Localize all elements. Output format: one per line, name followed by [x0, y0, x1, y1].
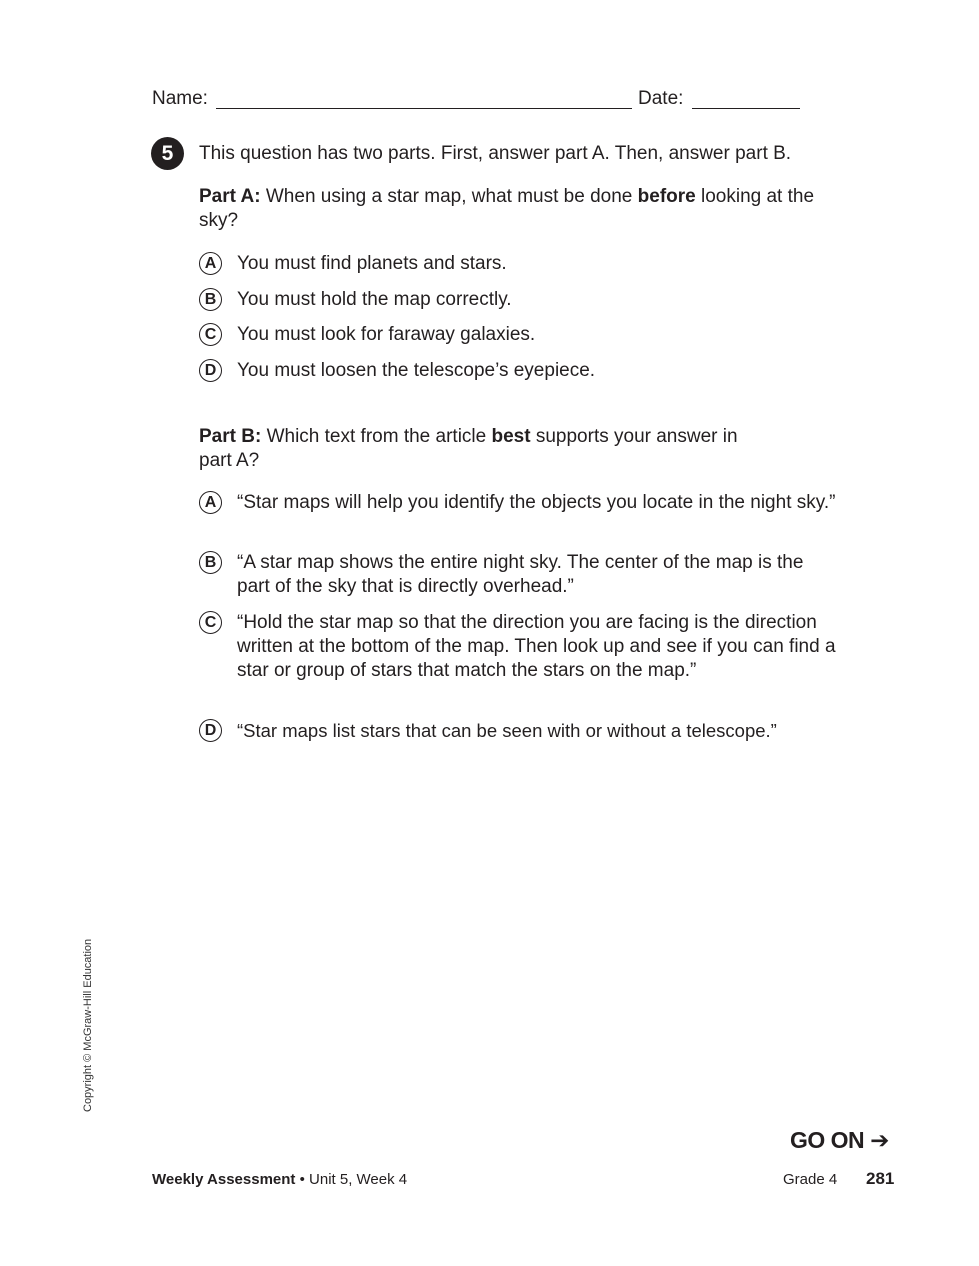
- name-label: Name:: [152, 88, 208, 109]
- go-on-indicator: [790, 1127, 889, 1154]
- choice-text: “Star maps list stars that can be seen with or without a telescope.”: [237, 720, 777, 741]
- choice-bubble[interactable]: C: [199, 611, 222, 634]
- part-a-prompt-end: looking at the sky?: [199, 186, 815, 231]
- part-b-prompt-emphasis: best: [491, 426, 531, 447]
- choice-bubble[interactable]: B: [199, 288, 222, 311]
- part-a-prompt-emphasis: before: [637, 186, 696, 207]
- choice-bubble[interactable]: C: [199, 323, 222, 346]
- choice-text: “Star maps will help you identify the objects you locate in the night sky.”: [237, 492, 836, 513]
- choice-bubble[interactable]: D: [199, 719, 222, 742]
- unit-week: Unit 5, Week 4: [309, 1171, 408, 1188]
- footer-separator: •: [295, 1171, 310, 1188]
- part-b-prompt-text: Which text from the article: [266, 426, 487, 447]
- date-line: [692, 108, 800, 109]
- choice-text: You must loosen the telescope’s eyepiece.: [237, 360, 596, 381]
- choice-text: “A star map shows the entire night sky. The center of the map is the part of the sky that is directly overhead.”: [237, 552, 804, 597]
- assessment-title: Weekly Assessment: [152, 1171, 296, 1188]
- name-line: [216, 108, 632, 109]
- page-number: 281: [866, 1169, 895, 1188]
- choice-text: You must look for faraway galaxies.: [237, 324, 536, 345]
- part-b-prompt: [199, 425, 769, 473]
- go-on-label: GO ON: [790, 1127, 865, 1153]
- question-number-badge: 5: [151, 137, 184, 170]
- footer-assessment-info: [152, 1171, 407, 1188]
- part-b-label: Part B:: [199, 426, 262, 447]
- part-a-label: Part A:: [199, 186, 261, 207]
- part-b-prompt-end: supports your answer in part A?: [199, 426, 738, 471]
- date-label: Date:: [638, 88, 684, 109]
- arrow-right-icon: ➔: [870, 1127, 889, 1153]
- name-date-header: [152, 88, 812, 114]
- choice-text: You must hold the map correctly.: [237, 289, 512, 310]
- question-intro: This question has two parts. First, answer part A. Then, answer part B.: [199, 143, 792, 164]
- copyright-notice: Copyright © McGraw-Hill Education: [82, 938, 94, 1112]
- choice-text: “Hold the star map so that the direction you are facing is the direction written at the bottom of the map. Then look up and see if you can find a star or group of stars that match the stars on the map.”: [237, 612, 836, 681]
- choice-bubble[interactable]: A: [199, 252, 222, 275]
- choice-bubble[interactable]: D: [199, 359, 222, 382]
- part-a-prompt: [199, 185, 839, 233]
- choice-text: You must find planets and stars.: [237, 253, 507, 274]
- grade-label: Grade 4: [783, 1171, 838, 1188]
- part-a-prompt-text: When using a star map, what must be done: [265, 186, 633, 207]
- choice-bubble[interactable]: A: [199, 491, 222, 514]
- choice-bubble[interactable]: B: [199, 551, 222, 574]
